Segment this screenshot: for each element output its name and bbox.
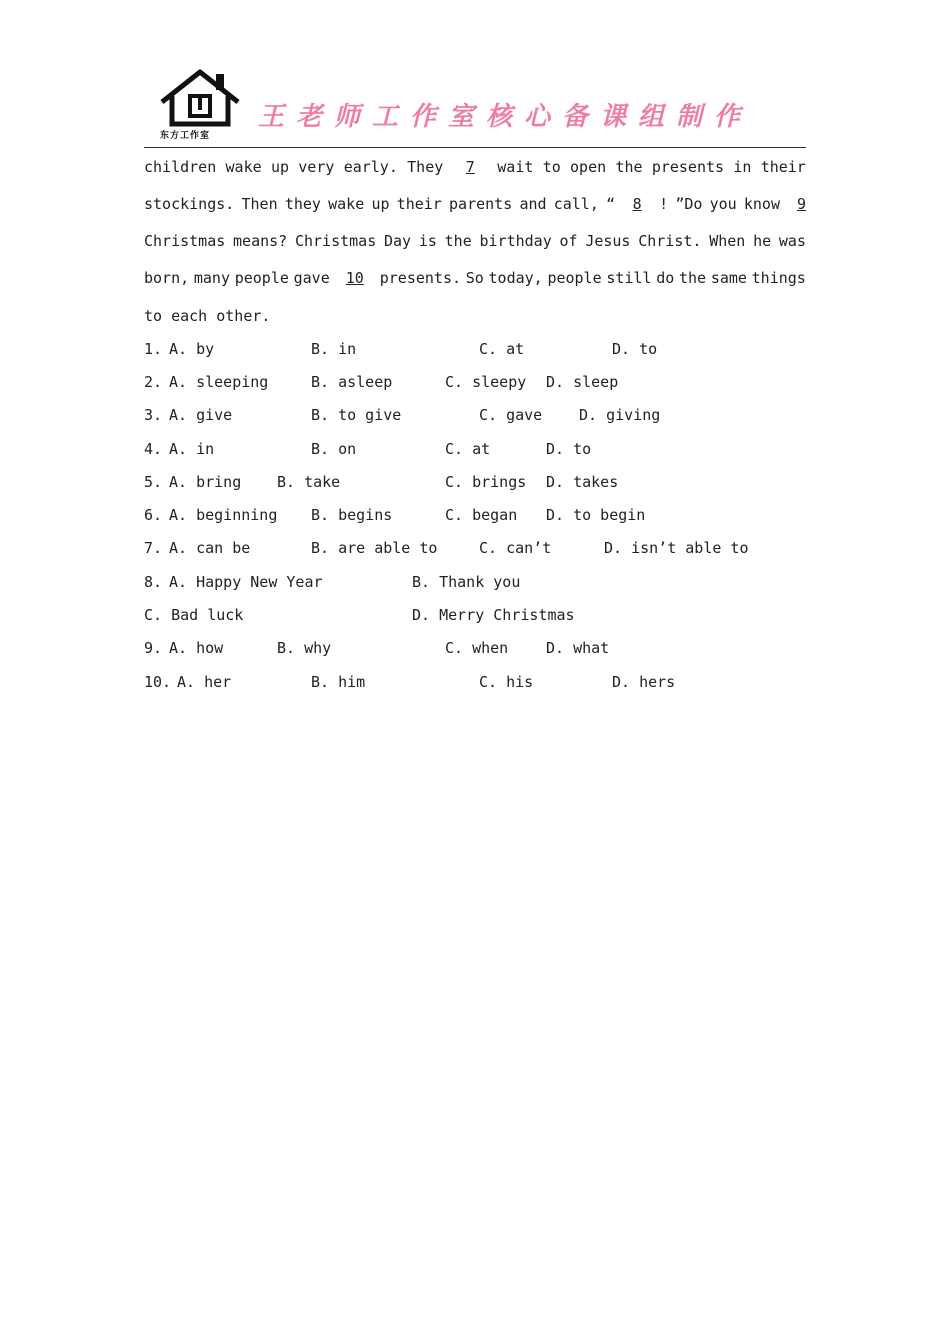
header-divider xyxy=(144,147,806,148)
option-c: C. at xyxy=(445,440,491,458)
question-number: 2. xyxy=(144,373,163,391)
option-c: C. can’t xyxy=(479,539,552,557)
option-d: D. to xyxy=(546,440,592,458)
question-number: 9. xyxy=(144,639,163,657)
blank-10: 10 xyxy=(345,269,364,287)
question-number: 6. xyxy=(144,506,163,524)
brand-title: 王老师工作室核心备课组制作 xyxy=(258,102,753,132)
passage-line-3: Christmas means? Christmas Day is the birthday of Jesus Christ. When he was xyxy=(144,232,806,250)
option-b: B. in xyxy=(311,340,357,358)
option-a: A. in xyxy=(169,440,215,458)
option-b: B. take xyxy=(277,473,341,491)
option-b: B. begins xyxy=(311,506,393,524)
option-c: C. sleepy xyxy=(445,373,527,391)
option-d: D. what xyxy=(546,639,610,657)
question-number: 1. xyxy=(144,340,163,358)
passage-line-5: to each other. xyxy=(144,307,271,325)
logo-caption: 东方工作室 xyxy=(160,131,211,141)
option-b: B. asleep xyxy=(311,373,393,391)
option-a: A. sleeping xyxy=(169,373,269,391)
option-a: A. Happy New Year xyxy=(169,573,323,591)
option-b: B. on xyxy=(311,440,357,458)
option-b: B. Thank you xyxy=(412,573,521,591)
option-a: A. bring xyxy=(169,473,242,491)
option-c: C. when xyxy=(445,639,509,657)
option-c: C. began xyxy=(445,506,518,524)
option-a: A. her xyxy=(177,673,232,691)
option-a: A. give xyxy=(169,406,233,424)
option-c: C. Bad luck xyxy=(144,606,244,624)
option-c: C. at xyxy=(479,340,525,358)
option-a: A. can be xyxy=(169,539,251,557)
option-d: D. to xyxy=(612,340,658,358)
question-number: 8. xyxy=(144,573,163,591)
option-a: A. how xyxy=(169,639,224,657)
option-d: D. hers xyxy=(612,673,676,691)
option-a: A. beginning xyxy=(169,506,278,524)
option-d: D. giving xyxy=(579,406,661,424)
passage-line-2: stockings. Then they wake up their parents and call, “ 8 ! ”Do you know 9 xyxy=(144,195,806,213)
option-c: C. gave xyxy=(479,406,543,424)
option-d: D. takes xyxy=(546,473,619,491)
option-b: B. why xyxy=(277,639,332,657)
question-number: 10. xyxy=(144,673,172,691)
option-b: B. him xyxy=(311,673,366,691)
option-d: D. isn’t able to xyxy=(604,539,749,557)
option-d: D. to begin xyxy=(546,506,646,524)
question-number: 3. xyxy=(144,406,163,424)
question-number: 7. xyxy=(144,539,163,557)
option-c: C. brings xyxy=(445,473,527,491)
option-b: B. to give xyxy=(311,406,402,424)
option-d: D. Merry Christmas xyxy=(412,606,575,624)
blank-8: 8 xyxy=(632,195,642,213)
blank-7: 7 xyxy=(465,158,475,176)
passage-line-4: born, many people gave 10 presents. So today, people still do the same things xyxy=(144,269,806,287)
passage-line-1: children wake up very early. They 7 wait to open the presents in their xyxy=(144,158,806,176)
option-a: A. by xyxy=(169,340,215,358)
blank-9: 9 xyxy=(796,195,806,213)
option-c: C. his xyxy=(479,673,534,691)
question-number: 5. xyxy=(144,473,163,491)
option-d: D. sleep xyxy=(546,373,619,391)
option-b: B. are able to xyxy=(311,539,438,557)
question-number: 4. xyxy=(144,440,163,458)
page-header xyxy=(144,66,806,148)
